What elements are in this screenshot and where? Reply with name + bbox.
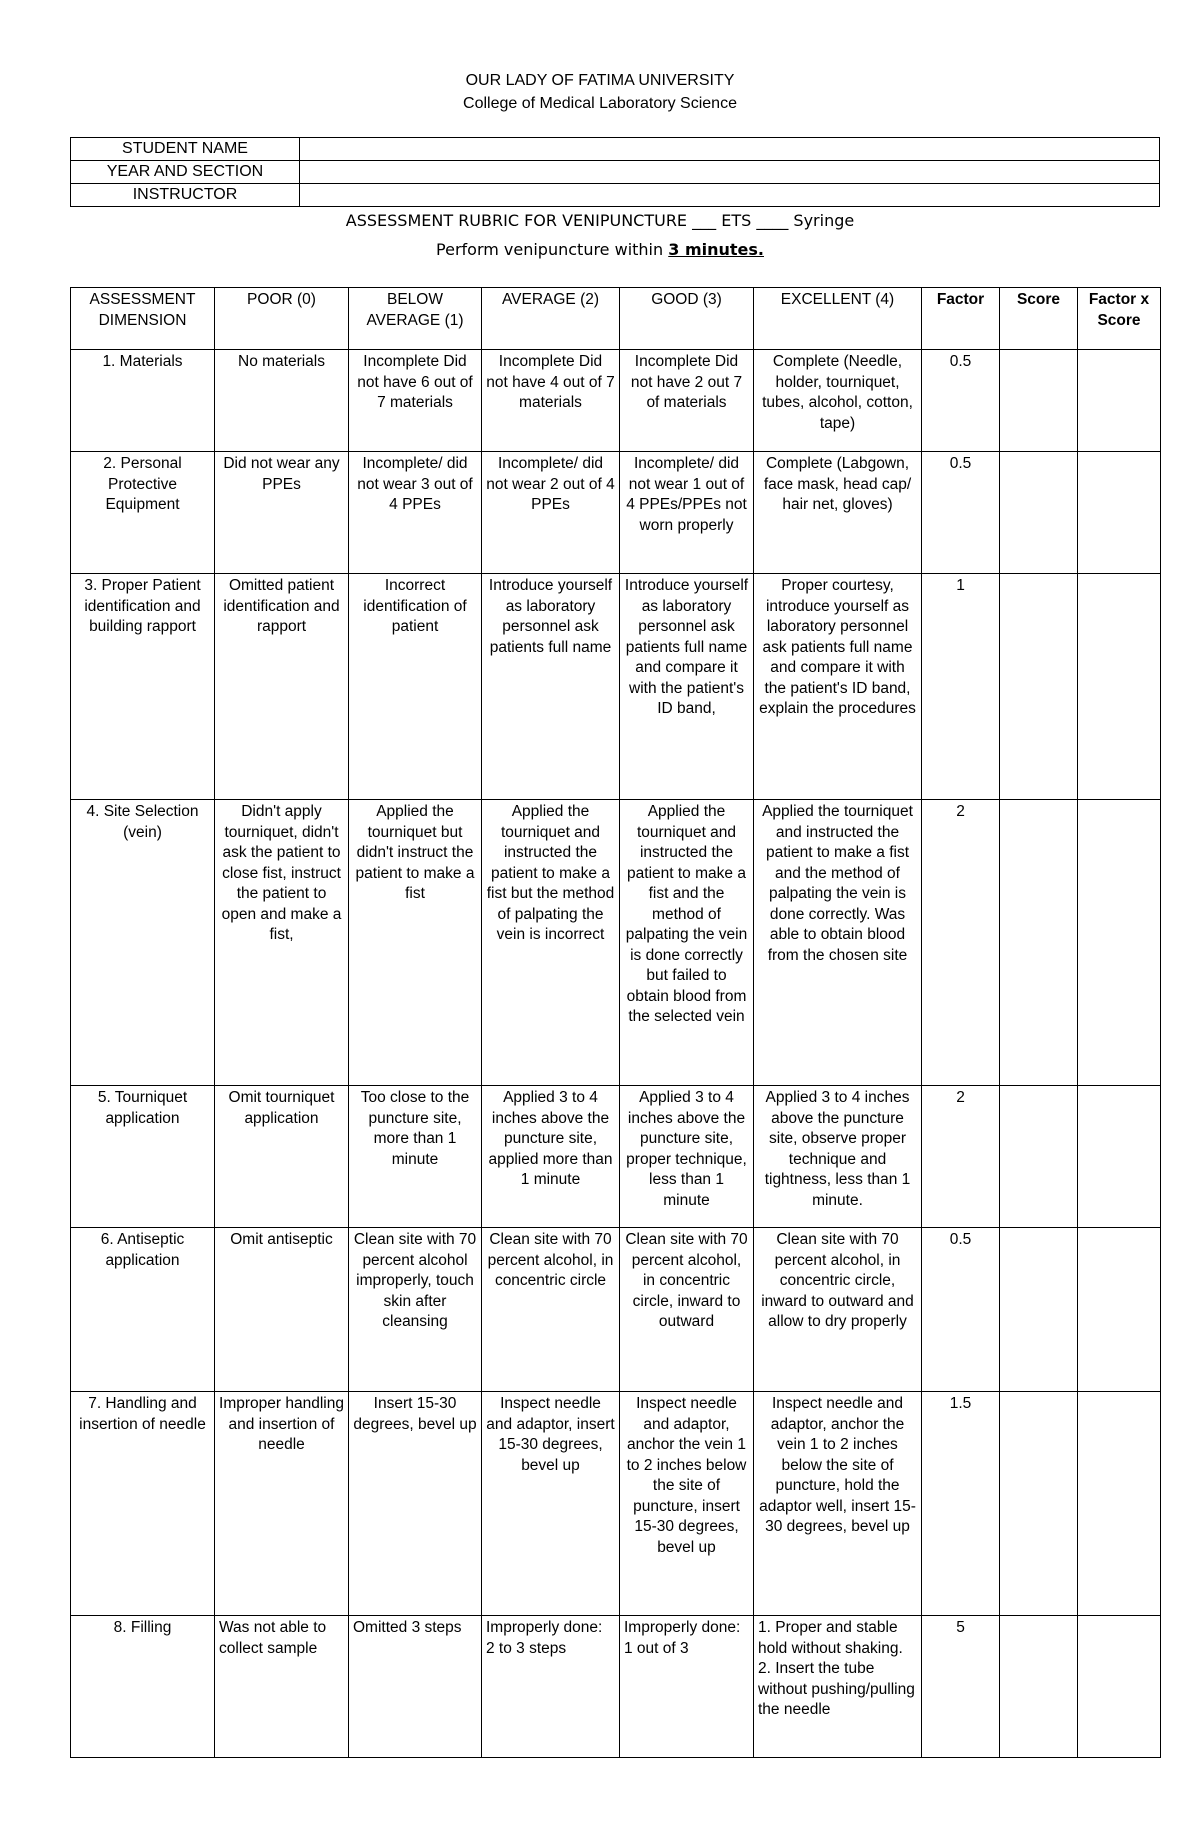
table-row xyxy=(71,1392,1161,1616)
row-below-average: Incorrect identification of patient xyxy=(349,574,482,800)
row-excellent: Clean site with 70 percent alcohol, in concentric circle, inward to outward and allow to dry properly xyxy=(754,1228,922,1392)
row-good: Incomplete Did not have 2 out 7 of materials xyxy=(620,350,754,452)
row-below-average: Applied the tourniquet but didn't instruct the patient to make a fist xyxy=(349,800,482,1086)
university-name: OUR LADY OF FATIMA UNIVERSITY xyxy=(465,72,735,89)
table-row xyxy=(71,452,1161,574)
row-excellent: Complete (Labgown, face mask, head cap/ hair net, gloves) xyxy=(754,452,922,574)
row-factor: 2 xyxy=(922,1086,1000,1228)
row-poor: Omit tourniquet application xyxy=(215,1086,349,1228)
row-good: Inspect needle and adaptor, anchor the vein 1 to 2 inches below the site of puncture, insert 15-30 degrees, bevel up xyxy=(620,1392,754,1616)
score-cell[interactable] xyxy=(1000,1392,1078,1616)
row-excellent: Proper courtesy, introduce yourself as laboratory personnel ask patients full name and compare it with the patient's ID band, explain the procedures xyxy=(754,574,922,800)
factor-score-cell[interactable] xyxy=(1078,800,1161,1086)
score-cell[interactable] xyxy=(1000,1086,1078,1228)
row-excellent: Inspect needle and adaptor, anchor the vein 1 to 2 inches below the site of puncture, hold the adaptor well, insert 15-30 degrees, bevel up xyxy=(754,1392,922,1616)
row-dimension: 6. Antiseptic application xyxy=(71,1228,215,1392)
factor-score-cell[interactable] xyxy=(1078,1392,1161,1616)
table-row xyxy=(71,350,1161,452)
row-below-average: Clean site with 70 percent alcohol improperly, touch skin after cleansing xyxy=(349,1228,482,1392)
student-name-field[interactable] xyxy=(300,138,1160,161)
time-limit: 3 minutes. xyxy=(668,240,764,259)
row-below-average: Omitted 3 steps xyxy=(349,1616,482,1758)
row-excellent: Applied the tourniquet and instructed the patient to make a fist and the method of palpating the vein is done correctly. Was able to obtain blood from the chosen site xyxy=(754,800,922,1086)
row-average: Introduce yourself as laboratory personnel ask patients full name xyxy=(482,574,620,800)
row-poor: Omit antiseptic xyxy=(215,1228,349,1392)
row-dimension: 3. Proper Patient identification and building rapport xyxy=(71,574,215,800)
row-average: Applied the tourniquet and instructed the patient to make a fist but the method of palpating the vein is incorrect xyxy=(482,800,620,1086)
row-poor: Did not wear any PPEs xyxy=(215,452,349,574)
table-row xyxy=(71,1228,1161,1392)
row-dimension: 8. Filling xyxy=(71,1616,215,1758)
factor-score-cell[interactable] xyxy=(1078,574,1161,800)
row-factor: 0.5 xyxy=(922,452,1000,574)
student-name-label: STUDENT NAME xyxy=(71,138,300,161)
score-cell[interactable] xyxy=(1000,800,1078,1086)
row-average: Incomplete Did not have 4 out of 7 materials xyxy=(482,350,620,452)
row-dimension: 4. Site Selection (vein) xyxy=(71,800,215,1086)
row-factor: 1 xyxy=(922,574,1000,800)
rubric-subtitle xyxy=(0,240,1200,259)
row-excellent: 1. Proper and stable hold without shaking. 2. Insert the tube without pushing/pulling the needle xyxy=(754,1616,922,1758)
score-cell[interactable] xyxy=(1000,1616,1078,1758)
row-poor: Omitted patient identification and rapport xyxy=(215,574,349,800)
table-row xyxy=(71,800,1161,1086)
year-section-field[interactable] xyxy=(300,161,1160,184)
score-cell[interactable] xyxy=(1000,350,1078,452)
row-factor: 1.5 xyxy=(922,1392,1000,1616)
col-average: AVERAGE (2) xyxy=(482,288,620,350)
rubric-table xyxy=(70,287,1161,1758)
row-poor: Improper handling and insertion of needle xyxy=(215,1392,349,1616)
row-good: Applied 3 to 4 inches above the puncture site, proper technique, less than 1 minute xyxy=(620,1086,754,1228)
row-below-average: Incomplete Did not have 6 out of 7 materials xyxy=(349,350,482,452)
row-average: Clean site with 70 percent alcohol, in concentric circle xyxy=(482,1228,620,1392)
factor-score-cell[interactable] xyxy=(1078,1228,1161,1392)
row-good: Incomplete/ did not wear 1 out of 4 PPEs/PPEs not worn properly xyxy=(620,452,754,574)
col-factor: Factor xyxy=(922,288,1000,350)
table-row xyxy=(71,1616,1161,1758)
col-below-average: BELOW AVERAGE (1) xyxy=(349,288,482,350)
row-average: Incomplete/ did not wear 2 out of 4 PPEs xyxy=(482,452,620,574)
col-good: GOOD (3) xyxy=(620,288,754,350)
row-below-average: Incomplete/ did not wear 3 out of 4 PPEs xyxy=(349,452,482,574)
college-name: College of Medical Laboratory Science xyxy=(463,95,737,112)
row-average: Improperly done: 2 to 3 steps xyxy=(482,1616,620,1758)
row-below-average: Too close to the puncture site, more than 1 minute xyxy=(349,1086,482,1228)
row-average: Applied 3 to 4 inches above the puncture site, applied more than 1 minute xyxy=(482,1086,620,1228)
col-factor-x-score: Factor x Score xyxy=(1078,288,1161,350)
factor-score-cell[interactable] xyxy=(1078,1086,1161,1228)
rubric-title: ASSESSMENT RUBRIC FOR VENIPUNCTURE ___ ETS ____ Syringe xyxy=(345,211,855,230)
row-dimension: 1. Materials xyxy=(71,350,215,452)
row-factor: 5 xyxy=(922,1616,1000,1758)
row-excellent: Applied 3 to 4 inches above the puncture site, observe proper technique and tightness, less than 1 minute. xyxy=(754,1086,922,1228)
row-good: Applied the tourniquet and instructed the patient to make a fist and the method of palpating the vein is done correctly but failed to obtain blood from the selected vein xyxy=(620,800,754,1086)
row-good: Clean site with 70 percent alcohol, in concentric circle, inward to outward xyxy=(620,1228,754,1392)
factor-score-cell[interactable] xyxy=(1078,1616,1161,1758)
score-cell[interactable] xyxy=(1000,452,1078,574)
col-poor: POOR (0) xyxy=(215,288,349,350)
instructor-label: INSTRUCTOR xyxy=(71,184,300,207)
row-factor: 2 xyxy=(922,800,1000,1086)
row-excellent: Complete (Needle, holder, tourniquet, tubes, alcohol, cotton, tape) xyxy=(754,350,922,452)
row-dimension: 7. Handling and insertion of needle xyxy=(71,1392,215,1616)
table-row xyxy=(71,1086,1161,1228)
col-dimension: ASSESSMENT DIMENSION xyxy=(71,288,215,350)
score-cell[interactable] xyxy=(1000,1228,1078,1392)
row-average: Inspect needle and adaptor, insert 15-30 degrees, bevel up xyxy=(482,1392,620,1616)
row-factor: 0.5 xyxy=(922,1228,1000,1392)
row-factor: 0.5 xyxy=(922,350,1000,452)
instructor-field[interactable] xyxy=(300,184,1160,207)
col-score: Score xyxy=(1000,288,1078,350)
col-excellent: EXCELLENT (4) xyxy=(754,288,922,350)
table-row xyxy=(71,574,1161,800)
student-info-table xyxy=(70,137,1160,207)
row-dimension: 5. Tourniquet application xyxy=(71,1086,215,1228)
subtitle-text: Perform venipuncture within xyxy=(436,240,669,259)
score-cell[interactable] xyxy=(1000,574,1078,800)
row-poor: Was not able to collect sample xyxy=(215,1616,349,1758)
year-section-label: YEAR AND SECTION xyxy=(71,161,300,184)
row-good: Improperly done: 1 out of 3 xyxy=(620,1616,754,1758)
row-below-average: Insert 15-30 degrees, bevel up xyxy=(349,1392,482,1616)
row-good: Introduce yourself as laboratory personnel ask patients full name and compare it with the patient's ID band, xyxy=(620,574,754,800)
row-poor: Didn't apply tourniquet, didn't ask the patient to close fist, instruct the patient to open and make a fist, xyxy=(215,800,349,1086)
row-dimension: 2. Personal Protective Equipment xyxy=(71,452,215,574)
factor-score-cell[interactable] xyxy=(1078,452,1161,574)
factor-score-cell[interactable] xyxy=(1078,350,1161,452)
row-poor: No materials xyxy=(215,350,349,452)
